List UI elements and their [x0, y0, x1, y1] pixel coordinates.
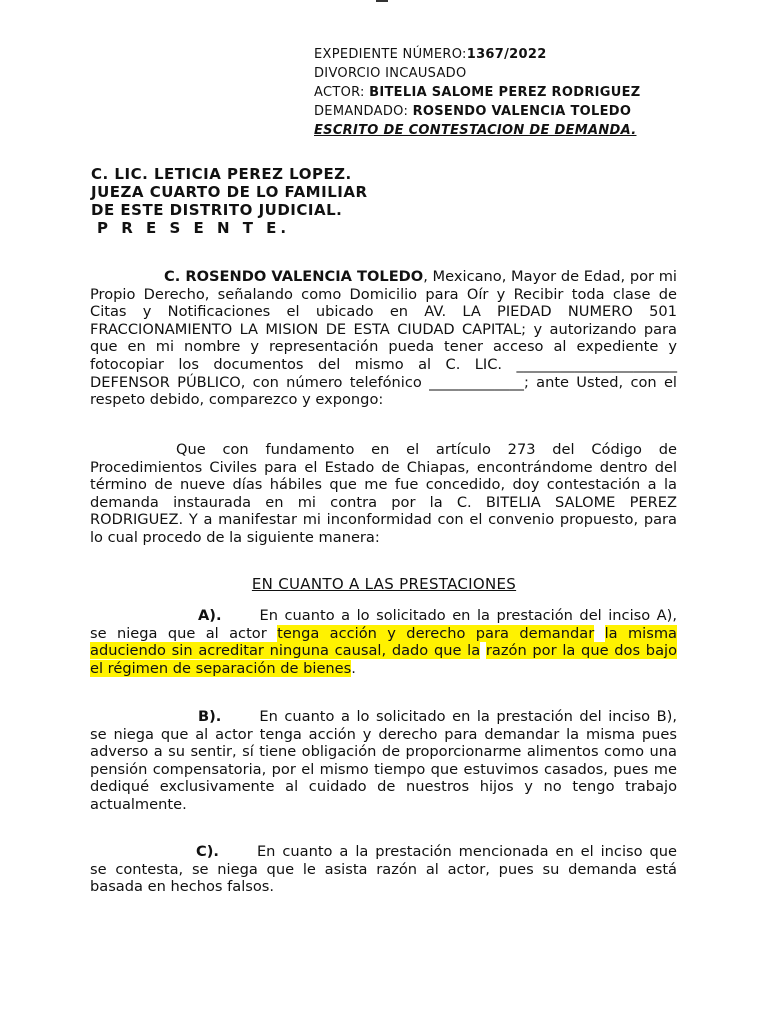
- highlight-1: tenga acción y derecho para demandar: [277, 624, 595, 642]
- page-top-mark: [376, 0, 388, 2]
- highlight-3: razón por la que dos bajo el régimen de separación de bienes: [90, 642, 677, 677]
- addressee-presente: P R E S E N T E.: [97, 219, 291, 237]
- tipo-line: DIVORCIO INCAUSADO: [314, 66, 467, 81]
- item-a-label: A).: [198, 607, 222, 624]
- highlight-2: la misma aduciendo sin acreditar ninguna causal, dado que la: [90, 624, 677, 660]
- addressee-line2: JUEZA CUARTO DE LO FAMILIAR: [91, 183, 368, 201]
- actor-line: ACTOR: BITELIA SALOME PEREZ RODRIGUEZ: [314, 85, 641, 100]
- item-c-paragraph: C). En cuanto a la prestación mencionada en el inciso que se contesta, se niega que le asista razón al actor, pues su demanda está basada en hechos falsos.: [90, 843, 677, 896]
- addressee-line1: C. LIC. LETICIA PEREZ LOPEZ.: [91, 165, 352, 183]
- promovente-name: C. ROSENDO VALENCIA TOLEDO: [164, 268, 424, 285]
- escrito-title: ESCRITO DE CONTESTACION DE DEMANDA.: [314, 123, 637, 138]
- item-c-label: C).: [196, 843, 219, 860]
- fundamento-paragraph: Que con fundamento en el artículo 273 del Código de Procedimientos Civiles para el Estado de Chiapas, encontrándome dentro del término de nueve días hábiles que me fue concedido, doy contestación a la demanda instaurada en mi contra por la C. BITELIA SALOME PEREZ RODRIGUEZ. Y a manifestar mi inconformidad con el convenio propuesto, para lo cual procedo de la siguiente manera:: [90, 441, 677, 546]
- addressee-block: [91, 165, 368, 237]
- addressee-line3: DE ESTE DISTRITO JUDICIAL.: [91, 201, 343, 219]
- item-b-label: B).: [198, 708, 222, 725]
- section-title: EN CUANTO A LAS PRESTACIONES: [251, 575, 517, 593]
- item-b-paragraph: B). En cuanto a lo solicitado en la prestación del inciso B), se niega que al actor tenga acción y derecho para demandar la misma pues adverso a su sentir, sí tiene obligación de proporcionarme alimentos como una pensión compensatoria, por el mismo tiempo que estuvimos casados, pues me dediqué exclusivamente al cuidado de nuestros hijos y no tengo trabajo actualmente.: [90, 708, 677, 813]
- expediente-line: EXPEDIENTE NÚMERO:1367/2022: [314, 47, 547, 62]
- item-a-paragraph: A). En cuanto a lo solicitado en la prestación del inciso A), se niega que al actor tenga acción y derecho para demandar la misma aduciendo sin acreditar ninguna causal, dado que la razón por la que dos bajo el régimen de separación de bienes.: [90, 607, 677, 677]
- intro-paragraph: C. ROSENDO VALENCIA TOLEDO, Mexicano, Mayor de Edad, por mi Propio Derecho, señalando como Domicilio para Oír y Recibir toda clase de Citas y Notificaciones el ubicado en AV. LA PIEDAD NUMERO 501 FRACCIONAMIENTO LA MISION DE ESTA CIUDAD CAPITAL; y autorizando para que en mi nombre y representación pueda tener acceso al expediente y fotocopiar los documentos del mismo al C. LIC. ______________________ DEFENSOR PÚBLICO, con número telefónico _____________; ante Usted, con el respeto debido, comparezco y expongo:: [90, 268, 677, 409]
- case-header: [314, 45, 641, 140]
- demandado-line: DEMANDADO: ROSENDO VALENCIA TOLEDO: [314, 104, 632, 119]
